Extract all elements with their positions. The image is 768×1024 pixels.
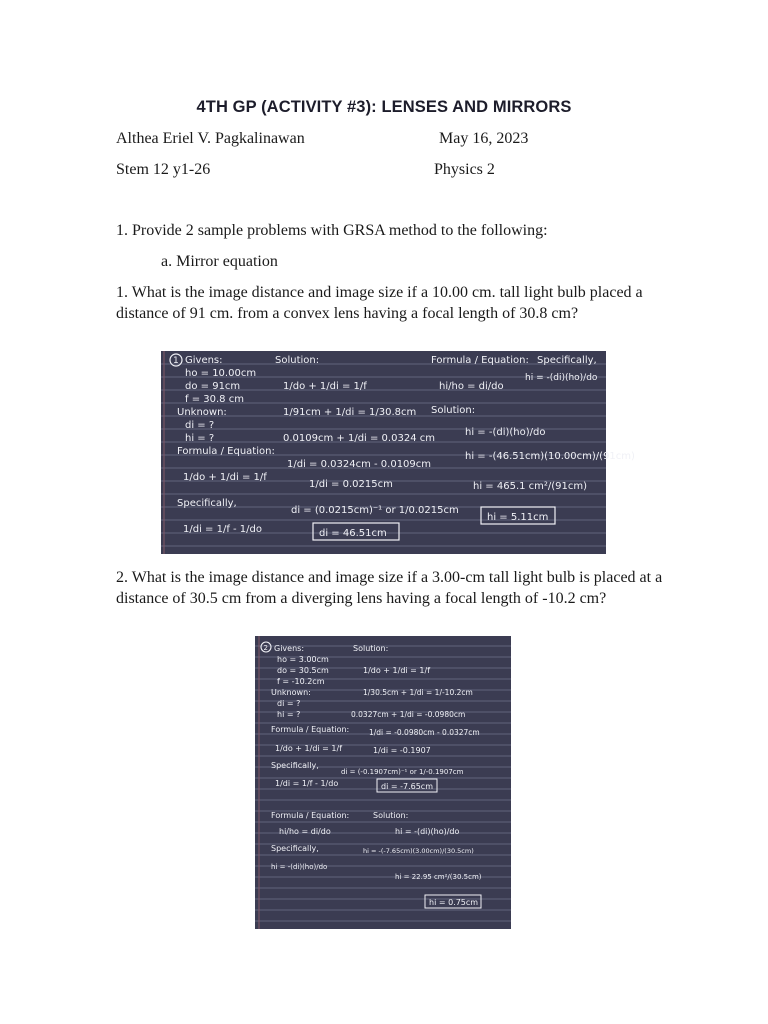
specific-formula: 1/di = 1/f - 1/do <box>183 524 263 535</box>
problem-1-photo <box>161 351 635 554</box>
solution-step-2: 1/91cm + 1/di = 1/30.8cm <box>283 407 417 418</box>
specific-formula-2: hi = -(di)(ho)/do <box>525 373 598 383</box>
given-do: do = 30.5cm <box>277 666 329 675</box>
given-ho: ho = 3.00cm <box>277 655 329 664</box>
specifically-label: Specifically, <box>177 498 237 509</box>
unknown-label: Unknown: <box>177 407 227 418</box>
unknown-label: Unknown: <box>271 688 311 697</box>
instruction-main: 1. Provide 2 sample problems with GRSA method to the following: <box>116 222 548 239</box>
image-size-step-2: hi = -(46.51cm)(10.00cm)/(91cm) <box>465 451 635 462</box>
solution-step-6: di = (-0.1907cm)⁻¹ or 1/-0.1907cm <box>341 768 464 776</box>
solution-step-3: 0.0327cm + 1/di = -0.0980cm <box>351 710 466 719</box>
problem-number: 1 <box>173 356 179 366</box>
solution-step-2: 1/30.5cm + 1/di = 1/-10.2cm <box>363 688 473 697</box>
formula-label-2: Formula / Equation: <box>431 355 529 366</box>
page-title: 4TH GP (ACTIVITY #3): LENSES AND MIRRORS <box>196 98 572 116</box>
givens-label: Givens: <box>185 355 223 366</box>
formula-label-2: Formula / Equation: <box>271 811 350 820</box>
specifically-label-2: Specifically, <box>271 844 319 853</box>
solution-step-6: di = (0.0215cm)⁻¹ or 1/0.0215cm <box>291 505 459 516</box>
answer-hi: hi = 5.11cm <box>487 512 549 523</box>
specifically-label: Specifically, <box>271 761 319 770</box>
formula-label: Formula / Equation: <box>177 446 275 457</box>
solution-label-2: Solution: <box>373 811 409 820</box>
answer-di: di = -7.65cm <box>381 782 433 791</box>
specific-formula-2: hi = -(di)(ho)/do <box>271 863 328 871</box>
formula: 1/do + 1/di = 1/f <box>183 472 267 483</box>
solution-step-3: 0.0109cm + 1/di = 0.0324 cm <box>283 433 435 444</box>
solution-step-5: 1/di = -0.1907 <box>373 746 431 755</box>
formula: 1/do + 1/di = 1/f <box>275 744 343 753</box>
image-size-step-3: hi = 465.1 cm²/(91cm) <box>473 481 588 492</box>
solution-step-1: 1/do + 1/di = 1/f <box>283 381 367 392</box>
date: May 16, 2023 <box>439 130 529 147</box>
problem-2-text: 2. What is the image distance and image size if a 3.00-cm tall light bulb is placed at a distance of 30.5 cm from a diverging lens having a focal length of -10.2 cm? <box>116 569 663 607</box>
given-ho: ho = 10.00cm <box>185 368 257 379</box>
solution-label-2: Solution: <box>431 405 476 416</box>
solution-step-5: 1/di = 0.0215cm <box>309 479 393 490</box>
image-size-step-1: hi = -(di)(ho)/do <box>465 427 546 438</box>
instruction-sub: a. Mirror equation <box>161 253 278 270</box>
answer-hi: hi = 0.75cm <box>429 898 479 907</box>
givens-label: Givens: <box>274 644 305 653</box>
unknown-di: di = ? <box>277 699 301 708</box>
solution-step-4: 1/di = -0.0980cm - 0.0327cm <box>369 728 480 737</box>
unknown-di: di = ? <box>185 420 215 431</box>
unknown-hi: hi = ? <box>277 710 301 719</box>
given-do: do = 91cm <box>185 381 241 392</box>
section: Stem 12 y1-26 <box>116 161 211 178</box>
solution-step-1: 1/do + 1/di = 1/f <box>363 666 431 675</box>
problem-number: 2 <box>263 644 268 652</box>
solution-label: Solution: <box>353 644 389 653</box>
specific-formula: 1/di = 1/f - 1/do <box>275 779 339 788</box>
answer-di: di = 46.51cm <box>319 528 387 539</box>
problem-1-text: 1. What is the image distance and image size if a 10.00 cm. tall light bulb placed a distance of 91 cm. from a convex lens having a focal length of 30.8 cm? <box>116 284 643 322</box>
subject: Physics 2 <box>434 161 495 178</box>
notebook-page-1 <box>161 351 635 554</box>
solution-label: Solution: <box>275 355 320 366</box>
formula-2: hi/ho = di/do <box>279 827 331 836</box>
solution-step-4: 1/di = 0.0324cm - 0.0109cm <box>287 459 432 470</box>
given-f: f = 30.8 cm <box>185 394 244 405</box>
notebook-page-2 <box>255 636 511 929</box>
formula-label: Formula / Equation: <box>271 725 350 734</box>
image-size-step-2: hi = -(-7.65cm)(3.00cm)/(30.5cm) <box>363 847 474 855</box>
formula-2: hi/ho = di/do <box>439 381 504 392</box>
image-size-step-3: hi = 22.95 cm²/(30.5cm) <box>395 873 482 881</box>
unknown-hi: hi = ? <box>185 433 215 444</box>
student-name: Althea Eriel V. Pagkalinawan <box>116 130 305 147</box>
specifically-label-2: Specifically, <box>537 355 597 366</box>
image-size-step-1: hi = -(di)(ho)/do <box>395 827 460 836</box>
problem-2-photo <box>255 636 511 929</box>
given-f: f = -10.2cm <box>277 677 325 686</box>
